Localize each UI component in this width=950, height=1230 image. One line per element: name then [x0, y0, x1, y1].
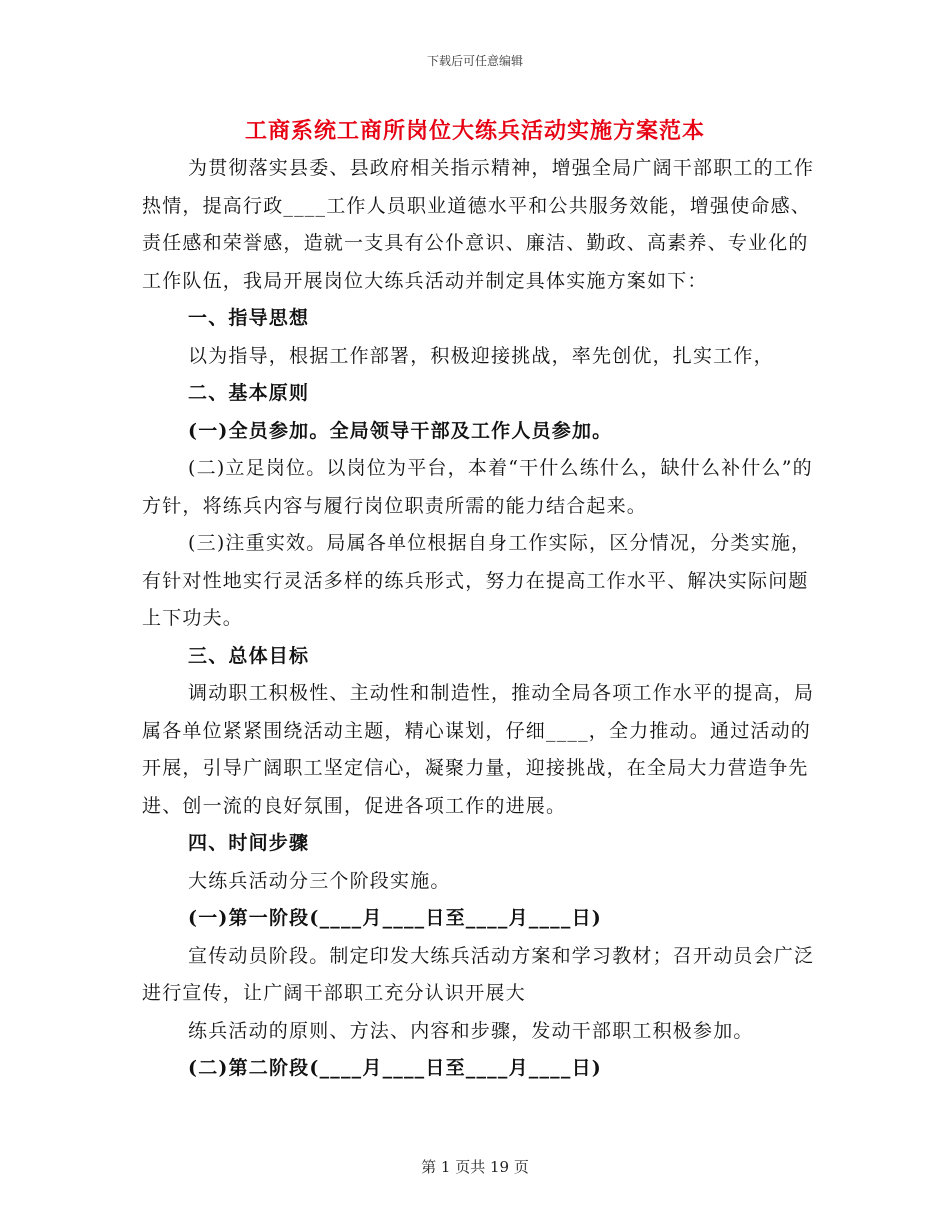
document-body	[142, 150, 822, 1088]
stage-2-heading: (二)第二阶段(____月____日至____月____日)	[188, 1057, 602, 1079]
document-title: 工商系统工商所岗位大练兵活动实施方案范本	[244, 118, 705, 144]
goals-paragraph: 调动职工积极性、主动性和制造性，推动全局各项工作水平的提高，局属各单位紧紧围绕活动主题，精心谋划，仔细____，全力推动。通过活动的开展，引导广阔职工坚定信心，凝聚力量，迎接挑战，在全局大力营造争先进、创一流的良好氛围，促进各项工作的进展。	[142, 682, 815, 817]
section-heading-3: 三、总体目标	[188, 644, 310, 667]
stage-1-paragraph: 宣传动员阶段。制定印发大练兵活动方案和学习教材；召开动员会广泛进行宣传，让广阔干部职工充分认识开展大	[142, 944, 815, 1004]
stage-1-paragraph-cont: 练兵活动的原则、方法、内容和步骤，发动干部职工积极参加。	[188, 1019, 754, 1042]
principle-3: (三)注重实效。局属各单位根据自身工作实际，区分情况，分类实施，有针对性地实行灵活多样的练兵形式，努力在提高工作水平、解决实际问题上下功夫。	[142, 532, 812, 629]
page-footer: 第 1 页共 19 页	[421, 1158, 529, 1176]
header-note: 下载后可任意编辑	[426, 54, 523, 68]
intro-paragraph: 为贯彻落实县委、县政府相关指示精神，增强全局广阔干部职工的工作热情，提高行政____工作人员职业道德水平和公共服务效能，增强使命感、责任感和荣誉感，造就一支具有公仆意识、廉洁、勤政、高素养、专业化的工作队伍，我局开展岗位大练兵活动并制定具体实施方案如下：	[142, 157, 815, 292]
section-heading-4: 四、时间步骤	[188, 832, 310, 854]
steps-intro: 大练兵活动分三个阶段实施。	[188, 869, 451, 892]
section-heading-2: 二、基本原则	[188, 382, 310, 404]
principle-2: (二)立足岗位。以岗位为平台，本着“干什么练什么，缺什么补什么”的方针，将练兵内容与履行岗位职责所需的能力结合起来。	[142, 457, 813, 517]
section-heading-1: 一、指导思想	[188, 307, 310, 329]
section-1-paragraph: 以为指导，根据工作部署，积极迎接挑战，率先创优，扎实工作，	[188, 344, 774, 367]
stage-1-heading: (一)第一阶段(____月____日至____月____日)	[188, 907, 602, 929]
principle-1: (一)全员参加。全局领导干部及工作人员参加。	[188, 419, 613, 442]
